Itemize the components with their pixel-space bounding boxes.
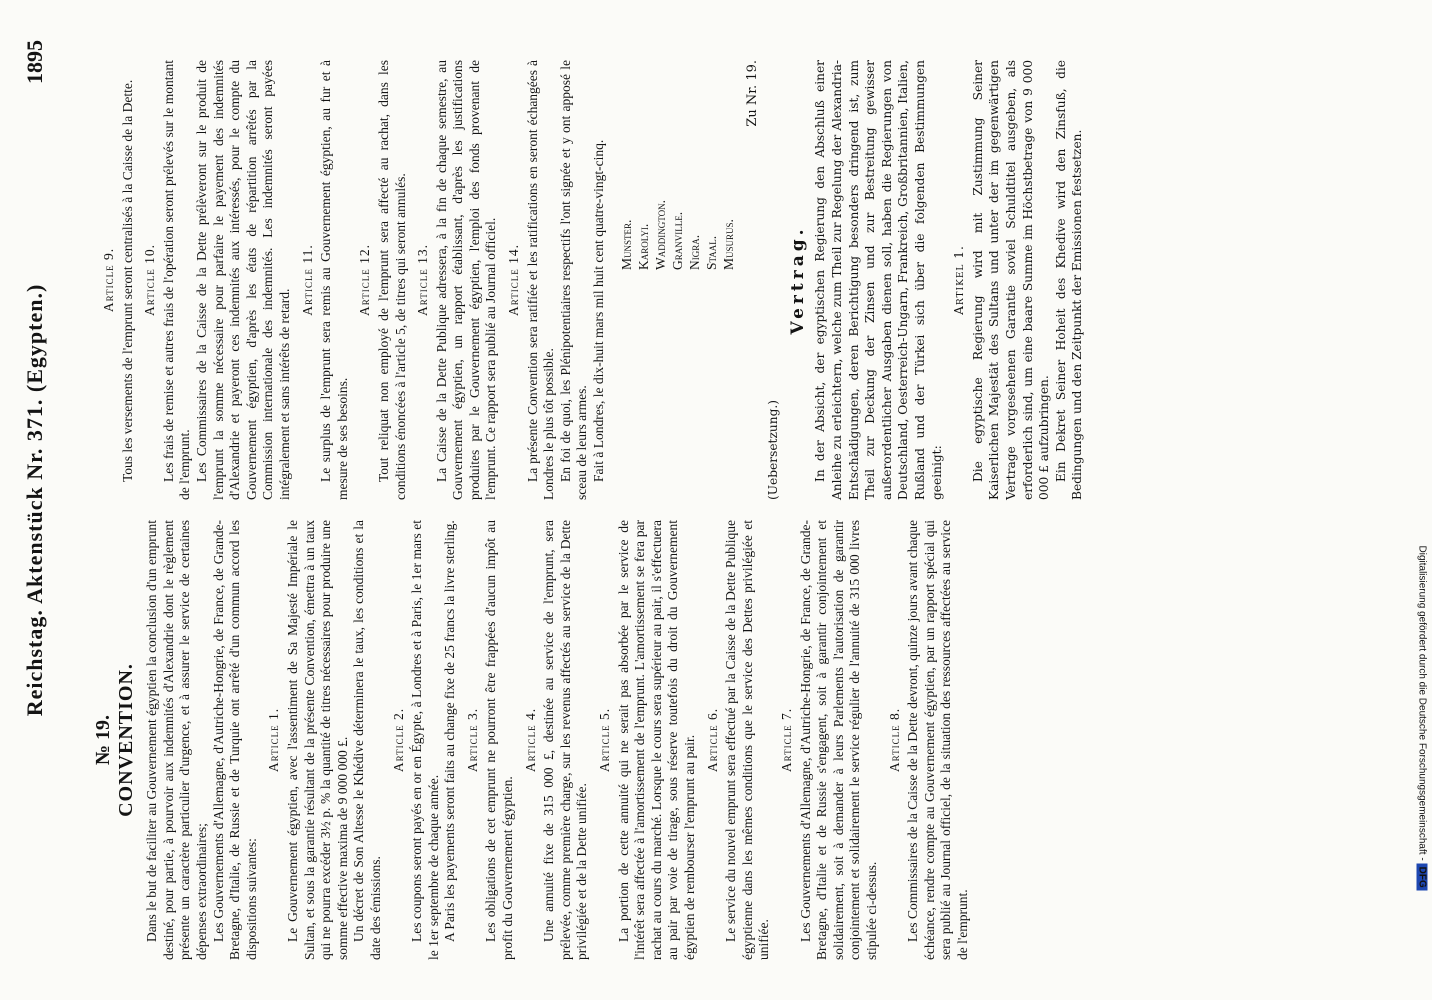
intro-paragraph: Les Gouvernements d'Allemagne, d'Autriche-Hongrie, de France, de Grande-Bretagne, d'Italie, de Russie et de Turquie ont arrêté d'un commun accord les dispositions suivantes: [210, 520, 259, 960]
article-text: La présente Convention sera ratifiée et les ratifications en seront échangées à Londres le plus tôt possible. [524, 60, 557, 500]
german-title: Vertrag. [787, 225, 808, 335]
dfg-logo: DFG [1417, 864, 1428, 891]
header-title: Reichstag. Aktenstück Nr. 371. (Egypten.) [22, 283, 47, 717]
signature: Nigra. [686, 234, 702, 270]
article-text: Tout reliquat non employé de l'emprunt sera affecté au rachat, dans les conditions énoncées à l'article 5, de titres qui seront annulés. [375, 60, 408, 500]
article-text: Fait à Londres, le dix-huit mars mil huit cent quatre-vingt-cinq. [591, 139, 607, 482]
article-heading: Article 9. [101, 247, 116, 313]
signature: Granville. [669, 211, 685, 270]
article-heading: Article 4. [522, 707, 538, 773]
document-number: № 19. [92, 714, 114, 766]
article-text: Une annuité fixe de 315 000 £, destinée au service de l'emprunt, sera prélevée, comme première charge, sur les revenus affectés au service de la Dette privilégiée et de la Dette unifiée. [541, 520, 590, 960]
article-text: Les frais de remise et autres frais de l'opération seront prélevés sur le montant de l'emprunt. [160, 60, 193, 500]
article-text: Ein Dekret Seiner Hoheit des Khedive wird den Zinsfuß, die Bedingungen und den Zeitpunkt der Emissionen festsetzen. [1053, 60, 1085, 500]
signature: Waddington. [652, 200, 668, 270]
article-heading: Article 6. [704, 707, 720, 773]
page-header [22, 40, 66, 960]
translation-note: (Uebersetzung.) [766, 400, 781, 500]
signature: Staal. [703, 235, 719, 270]
article-heading: Article 3. [464, 707, 480, 773]
article-text: Les obligations de cet emprunt ne pourront être frappées d'aucun impôt au profit du Gouvernement égyptien. [483, 520, 516, 960]
signature: Munster. [618, 219, 634, 270]
article-text: Les Commissaires de la Caisse de la Dette prélèveront sur le produit de l'emprunt la somme nécessaire pour parfaire le payement des indemnités d'Alexandrie et payeront ces indemnités aux intéressés, pour le compte du Gouvernement égyptien, d'après les états de répartition arrêtés par la Commission internationale des indemnités. Les indemnités seront payées intégralement et sans intérêts de retard. [193, 60, 292, 500]
left-column [92, 520, 972, 960]
article-heading: Article 5. [597, 707, 613, 773]
convention-title: CONVENTION. [114, 663, 137, 817]
article-text: A Paris les payements seront faits au change fixe de 25 francs la livre sterling. [442, 520, 458, 942]
article-text: Un décret de Son Altesse le Khédive déterminera le taux, les conditions et la date des émissions. [351, 520, 383, 960]
article-text: La portion de cette annuité qui ne serait pas absorbée par le service de l'intérêt sera affectée à l'amortissement de l'emprunt. L'amortissement se fera par rachat au cours du marché. Lorsque le cours sera supérieur au pair, il s'effectuera au pair par voie de tirage, sous réserve toutefois du droit du Gouvernement égyptien de rembourser l'emprunt au pair. [615, 520, 697, 960]
article-heading: Article 10. [142, 244, 158, 316]
page-number: 1895 [22, 40, 47, 84]
article-text: En foi de quoi, les Plénipotentiaires respectifs l'ont signée et y ont apposé le sceau de leurs armes. [557, 60, 590, 500]
article-text: Die egyptische Regierung wird mit Zustimmung Seiner Kaiserlichen Majestät des Sultans und unter der im gegenwärtigen Vertrage vorgesehenen Garantie soviel Schuldtitel ausgeben, als erforderlich sind, um eine baare Summe im Höchstbetrage von 9 000 000 £ aufzubringen. [970, 60, 1052, 500]
article-text: La Caisse de la Dette Publique adressera, à la fin de chaque semestre, au Gouvernement égyptien, un rapport établissant, d'après les justifications produites par le Gouvernement égyptien, l'emploi des fonds provenant de l'emprunt. Ce rapport sera publié au Journal officiel. [433, 60, 499, 500]
signature: Karolyi. [635, 223, 651, 270]
intro-paragraph: Dans le but de faciliter au Gouvernement égyptien la conclusion d'un emprunt destiné, pour partie, à pourvoir aux indemnités d'Alexandrie dont le règlement présente un caractère particulier d'urgence, et à assurer le service de certaines dépenses extraordinaires; [144, 520, 209, 960]
article-heading: Article 2. [390, 707, 406, 773]
german-intro: In der Absicht, der egyptischen Regierung den Abschluß einer Anleihe zu erleichtern, welche zum Theil zur Regelung der Alexandria-Entschädigungen, deren Berichtigung besonders dringend ist, zum Theil zur Deckung der Zinsen und zur Bestreitung gewisser außerordentlicher Ausgaben dienen soll, haben die Regierungen von Deutschland, Oesterreich-Ungarn, Frankreich, Großbritannien, Italien, Rußland und der Türkei sich über die folgenden Bestimmungen geeinigt: [813, 60, 944, 500]
article-heading: Artikel 1. [952, 245, 967, 315]
article-text: Tous les versements de l'emprunt seront centralisés à la Caisse de la Dette. [119, 79, 135, 482]
article-heading: Article 11. [299, 244, 315, 316]
article-text: Les coupons seront payés en or en Égypte, à Londres et à Paris, le 1er mars et le 1er septembre de chaque année. [409, 520, 441, 960]
right-column [95, 60, 1086, 500]
signature-list [618, 60, 737, 270]
article-heading: Article 12. [357, 244, 373, 316]
article-heading: Article 13. [415, 244, 431, 316]
funding-text: Digitalisierung gefördert durch die Deutsche Forschungsgemeinschaft - [1416, 545, 1428, 861]
article-text: Le service du nouvel emprunt sera effectué par la Caisse de la Dette Publique égyptienne dans les mêmes conditions que le service des Dettes privilégiée et unifiée. [723, 520, 772, 960]
article-heading: Article 8. [886, 707, 902, 773]
signature: Musurus. [720, 219, 736, 270]
article-heading: Article 7. [778, 707, 794, 773]
article-text: Le surplus de l'emprunt sera remis au Gouvernement égyptien, au fur et à mesure de ses besoins. [318, 60, 350, 500]
article-heading: Article 1. [266, 707, 282, 773]
german-reference: Zu Nr. 19. [744, 60, 760, 127]
article-text: Le Gouvernement égyptien, avec l'assentiment de Sa Majesté Impériale le Sultan, et sous la garantie résultant de la présente Convention, émettra à un taux qui ne pourra excéder 3½ p. % la quantité de titres nécessaires pour produire une somme effective maxima de 9 000 000 £. [284, 520, 350, 960]
article-text: Les Commissaires de la Caisse de la Dette devront, quinze jours avant chaque échéance, rendre compte au Gouvernement égyptien, par un rapport spécial qui sera publié au Journal officiel, de la situation des ressources affectées au service de l'emprunt. [905, 520, 970, 960]
article-text: Les Gouvernements d'Allemagne, d'Autriche-Hongrie, de France, de Grande-Bretagne, d'Italie et de Russie s'engagent, soit à garantir conjointement et solidairement, soit à demander à leurs Parlements l'autorisation de garantir conjointement et solidairement le service régulier de l'annuité de 315 000 livres stipulée ci-dessus. [797, 520, 879, 960]
article-heading: Article 14. [506, 244, 522, 316]
